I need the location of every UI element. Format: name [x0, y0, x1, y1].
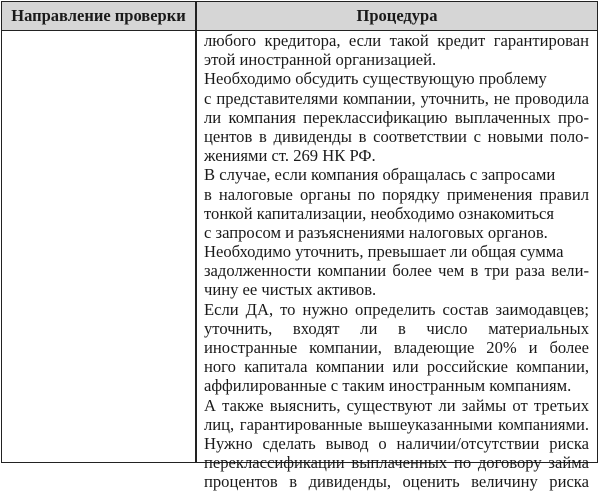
procedure-line: Необходимо обсудить существующую проблему	[204, 69, 547, 89]
procedure-line: любого кредитора, если такой кредит гарантирован	[204, 31, 589, 50]
procedure-line: уточнить, входят ли в число материальных	[204, 318, 589, 338]
procedure-line: В случае, если компания обращалась с запросами	[204, 165, 556, 185]
procedure-table	[1, 1, 598, 492]
procedure-line: с представителями компании, уточнить, не проводила	[204, 88, 589, 108]
procedure-line: Необходимо уточнить, превышает ли общая сумма	[204, 242, 564, 262]
procedure-line: А также выяснить, существуют ли займы от третьих	[204, 395, 589, 415]
procedure-line: задолженности компании более чем в три раза вели-	[204, 261, 589, 281]
procedure-line: жениями ст. 269 НК РФ.	[204, 146, 376, 166]
procedure-line: ного капитала компании или российские компании,	[204, 357, 589, 377]
procedure-line: процентов в дивиденды, оценить величину риска	[204, 472, 589, 492]
table-header-row	[2, 2, 597, 31]
procedure-line: в налоговые органы по порядку применения правил	[204, 184, 589, 204]
procedure-cell	[204, 31, 589, 492]
column-divider	[195, 2, 197, 462]
procedure-line: Если ДА, то нужно определить состав заимодавцев;	[204, 299, 589, 319]
procedure-line: переклассификации выплаченных по договору займа	[204, 453, 589, 473]
procedure-line: тонкой капитализации, необходимо ознакомиться	[204, 203, 555, 223]
header-procedure: Процедура	[356, 6, 438, 25]
procedure-line: центов в дивиденды в соответствии с новыми поло-	[204, 126, 589, 146]
procedure-line: иностранные компании, владеющие 20% и более	[204, 338, 589, 357]
procedure-line: аффилированные с таким иностранным компаниям.	[204, 376, 572, 396]
procedure-line: с запросом и разъяснениями налоговых органов.	[204, 222, 548, 242]
header-check-area: Направление проверки	[11, 6, 186, 25]
procedure-line: ли компания переклассификацию выплаченных про-	[204, 107, 589, 127]
procedure-line: чину ее чистых активов.	[204, 280, 377, 300]
procedure-line: этой иностранной организацией.	[204, 50, 437, 70]
procedure-line: Нужно сделать вывод о наличии/отсутствии риска	[204, 433, 589, 453]
procedure-line: лиц, гарантированные вышеуказанными компаниями.	[204, 414, 589, 434]
